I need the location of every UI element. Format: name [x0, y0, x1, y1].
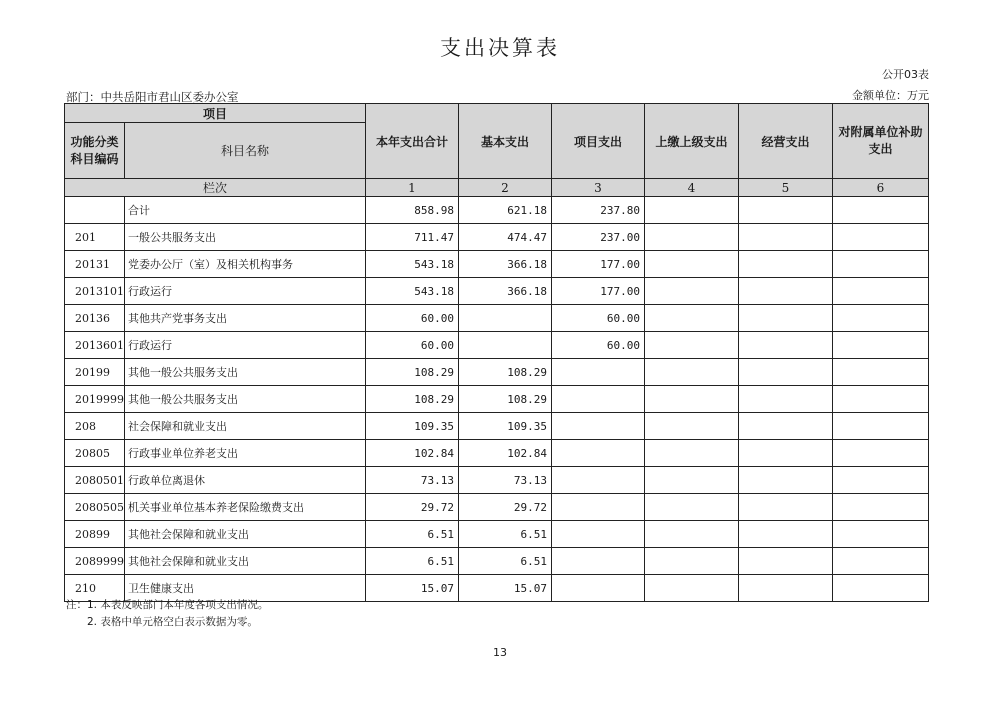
cell-business — [739, 386, 833, 413]
form-number: 公开03表 — [882, 68, 929, 81]
cell-business — [739, 332, 833, 359]
cell-code: 210 — [65, 575, 125, 602]
cell-project — [552, 413, 645, 440]
cell-name: 机关事业单位基本养老保险缴费支出 — [125, 494, 366, 521]
cell-project: 60.00 — [552, 305, 645, 332]
cell-business — [739, 521, 833, 548]
cell-upper — [645, 521, 739, 548]
cell-business — [739, 305, 833, 332]
cell-code: 2019999 — [65, 386, 125, 413]
header-project: 项目支出 — [552, 104, 645, 179]
footnote-2: 2. 表格中单元格空白表示数据为零。 — [87, 616, 258, 628]
cell-code: 20136 — [65, 305, 125, 332]
cell-basic: 6.51 — [459, 548, 552, 575]
cell-code: 2013101 — [65, 278, 125, 305]
header-name: 科目名称 — [125, 123, 366, 179]
cell-subsidy — [833, 359, 929, 386]
cell-total: 60.00 — [366, 305, 459, 332]
table-row — [65, 224, 929, 251]
page-title: 支出决算表 — [440, 36, 560, 60]
cell-total: 109.35 — [366, 413, 459, 440]
cell-name: 行政运行 — [125, 278, 366, 305]
cell-code — [65, 197, 125, 224]
cell-basic: 366.18 — [459, 251, 552, 278]
cell-upper — [645, 494, 739, 521]
cell-total: 6.51 — [366, 521, 459, 548]
header-item: 项目 — [65, 104, 366, 123]
cell-basic: 108.29 — [459, 386, 552, 413]
table-row — [65, 278, 929, 305]
table-row — [65, 197, 929, 224]
amount-unit-label: 金额单位：万元 — [852, 89, 929, 102]
cell-basic: 29.72 — [459, 494, 552, 521]
col-index: 4 — [645, 179, 739, 197]
cell-upper — [645, 305, 739, 332]
cell-name: 其他一般公共服务支出 — [125, 386, 366, 413]
cell-basic — [459, 332, 552, 359]
cell-name: 行政事业单位养老支出 — [125, 440, 366, 467]
cell-total: 858.98 — [366, 197, 459, 224]
header-code: 功能分类科目编码 — [65, 123, 125, 179]
cell-project: 177.00 — [552, 251, 645, 278]
cell-business — [739, 413, 833, 440]
cell-business — [739, 575, 833, 602]
cell-business — [739, 278, 833, 305]
cell-name: 党委办公厅（室）及相关机构事务 — [125, 251, 366, 278]
cell-subsidy — [833, 305, 929, 332]
table-row — [65, 305, 929, 332]
cell-total: 543.18 — [366, 251, 459, 278]
cell-upper — [645, 197, 739, 224]
cell-code: 20899 — [65, 521, 125, 548]
table-row — [65, 413, 929, 440]
col-index: 6 — [833, 179, 929, 197]
table-row — [65, 386, 929, 413]
cell-business — [739, 467, 833, 494]
cell-total: 102.84 — [366, 440, 459, 467]
table-row — [65, 494, 929, 521]
header-subsidy: 对附属单位补助支出 — [833, 104, 929, 179]
cell-business — [739, 548, 833, 575]
page-number: 13 — [493, 646, 507, 659]
cell-upper — [645, 332, 739, 359]
cell-upper — [645, 251, 739, 278]
cell-upper — [645, 413, 739, 440]
cell-basic: 366.18 — [459, 278, 552, 305]
cell-basic — [459, 305, 552, 332]
cell-subsidy — [833, 278, 929, 305]
cell-code: 201 — [65, 224, 125, 251]
cell-basic: 109.35 — [459, 413, 552, 440]
cell-total: 6.51 — [366, 548, 459, 575]
cell-business — [739, 440, 833, 467]
cell-project: 237.80 — [552, 197, 645, 224]
header-total: 本年支出合计 — [366, 104, 459, 179]
table-row — [65, 332, 929, 359]
cell-business — [739, 224, 833, 251]
header-basic: 基本支出 — [459, 104, 552, 179]
cell-name: 行政单位离退休 — [125, 467, 366, 494]
cell-basic: 102.84 — [459, 440, 552, 467]
cell-name: 其他社会保障和就业支出 — [125, 521, 366, 548]
col-index: 2 — [459, 179, 552, 197]
cell-project: 177.00 — [552, 278, 645, 305]
cell-name: 其他社会保障和就业支出 — [125, 548, 366, 575]
cell-basic: 6.51 — [459, 521, 552, 548]
cell-upper — [645, 386, 739, 413]
cell-name: 卫生健康支出 — [125, 575, 366, 602]
cell-upper — [645, 278, 739, 305]
cell-name: 合计 — [125, 197, 366, 224]
cell-project — [552, 548, 645, 575]
cell-upper — [645, 359, 739, 386]
cell-total: 108.29 — [366, 359, 459, 386]
cell-basic: 15.07 — [459, 575, 552, 602]
cell-code: 2080505 — [65, 494, 125, 521]
cell-code: 2013601 — [65, 332, 125, 359]
cell-project — [552, 575, 645, 602]
cell-project — [552, 386, 645, 413]
cell-subsidy — [833, 224, 929, 251]
cell-name: 行政运行 — [125, 332, 366, 359]
cell-total: 29.72 — [366, 494, 459, 521]
cell-subsidy — [833, 440, 929, 467]
cell-project — [552, 440, 645, 467]
cell-code: 208 — [65, 413, 125, 440]
cell-subsidy — [833, 575, 929, 602]
cell-business — [739, 494, 833, 521]
cell-subsidy — [833, 332, 929, 359]
cell-code: 2089999 — [65, 548, 125, 575]
footnote-1: 注：1. 本表反映部门本年度各项支出情况。 — [66, 599, 269, 611]
col-index: 5 — [739, 179, 833, 197]
cell-total: 15.07 — [366, 575, 459, 602]
cell-name: 其他共产党事务支出 — [125, 305, 366, 332]
cell-project — [552, 494, 645, 521]
cell-code: 2080501 — [65, 467, 125, 494]
cell-code: 20805 — [65, 440, 125, 467]
table-row — [65, 359, 929, 386]
cell-project — [552, 521, 645, 548]
cell-total: 711.47 — [366, 224, 459, 251]
cell-subsidy — [833, 521, 929, 548]
cell-total: 73.13 — [366, 467, 459, 494]
cell-name: 一般公共服务支出 — [125, 224, 366, 251]
cell-basic: 108.29 — [459, 359, 552, 386]
col-index: 3 — [552, 179, 645, 197]
cell-basic: 474.47 — [459, 224, 552, 251]
department-label: 部门：中共岳阳市君山区委办公室 — [66, 90, 239, 104]
col-index: 1 — [366, 179, 459, 197]
header-upper: 上缴上级支出 — [645, 104, 739, 179]
footnotes — [66, 597, 268, 631]
expenditure-table — [64, 103, 929, 602]
cell-project — [552, 359, 645, 386]
table-row — [65, 251, 929, 278]
cell-upper — [645, 440, 739, 467]
cell-upper — [645, 224, 739, 251]
header-lanci: 栏次 — [65, 179, 366, 197]
cell-name: 社会保障和就业支出 — [125, 413, 366, 440]
cell-subsidy — [833, 386, 929, 413]
cell-subsidy — [833, 413, 929, 440]
cell-basic: 621.18 — [459, 197, 552, 224]
cell-name: 其他一般公共服务支出 — [125, 359, 366, 386]
cell-subsidy — [833, 197, 929, 224]
cell-business — [739, 251, 833, 278]
cell-project: 237.00 — [552, 224, 645, 251]
cell-upper — [645, 467, 739, 494]
table-row — [65, 521, 929, 548]
cell-code: 20199 — [65, 359, 125, 386]
cell-total: 60.00 — [366, 332, 459, 359]
cell-subsidy — [833, 251, 929, 278]
cell-subsidy — [833, 467, 929, 494]
cell-upper — [645, 548, 739, 575]
table-row — [65, 467, 929, 494]
cell-project — [552, 467, 645, 494]
cell-total: 543.18 — [366, 278, 459, 305]
cell-business — [739, 197, 833, 224]
table-row — [65, 548, 929, 575]
cell-project: 60.00 — [552, 332, 645, 359]
cell-total: 108.29 — [366, 386, 459, 413]
header-business: 经营支出 — [739, 104, 833, 179]
table-row — [65, 440, 929, 467]
cell-code: 20131 — [65, 251, 125, 278]
cell-upper — [645, 575, 739, 602]
cell-subsidy — [833, 548, 929, 575]
cell-subsidy — [833, 494, 929, 521]
cell-business — [739, 359, 833, 386]
cell-basic: 73.13 — [459, 467, 552, 494]
